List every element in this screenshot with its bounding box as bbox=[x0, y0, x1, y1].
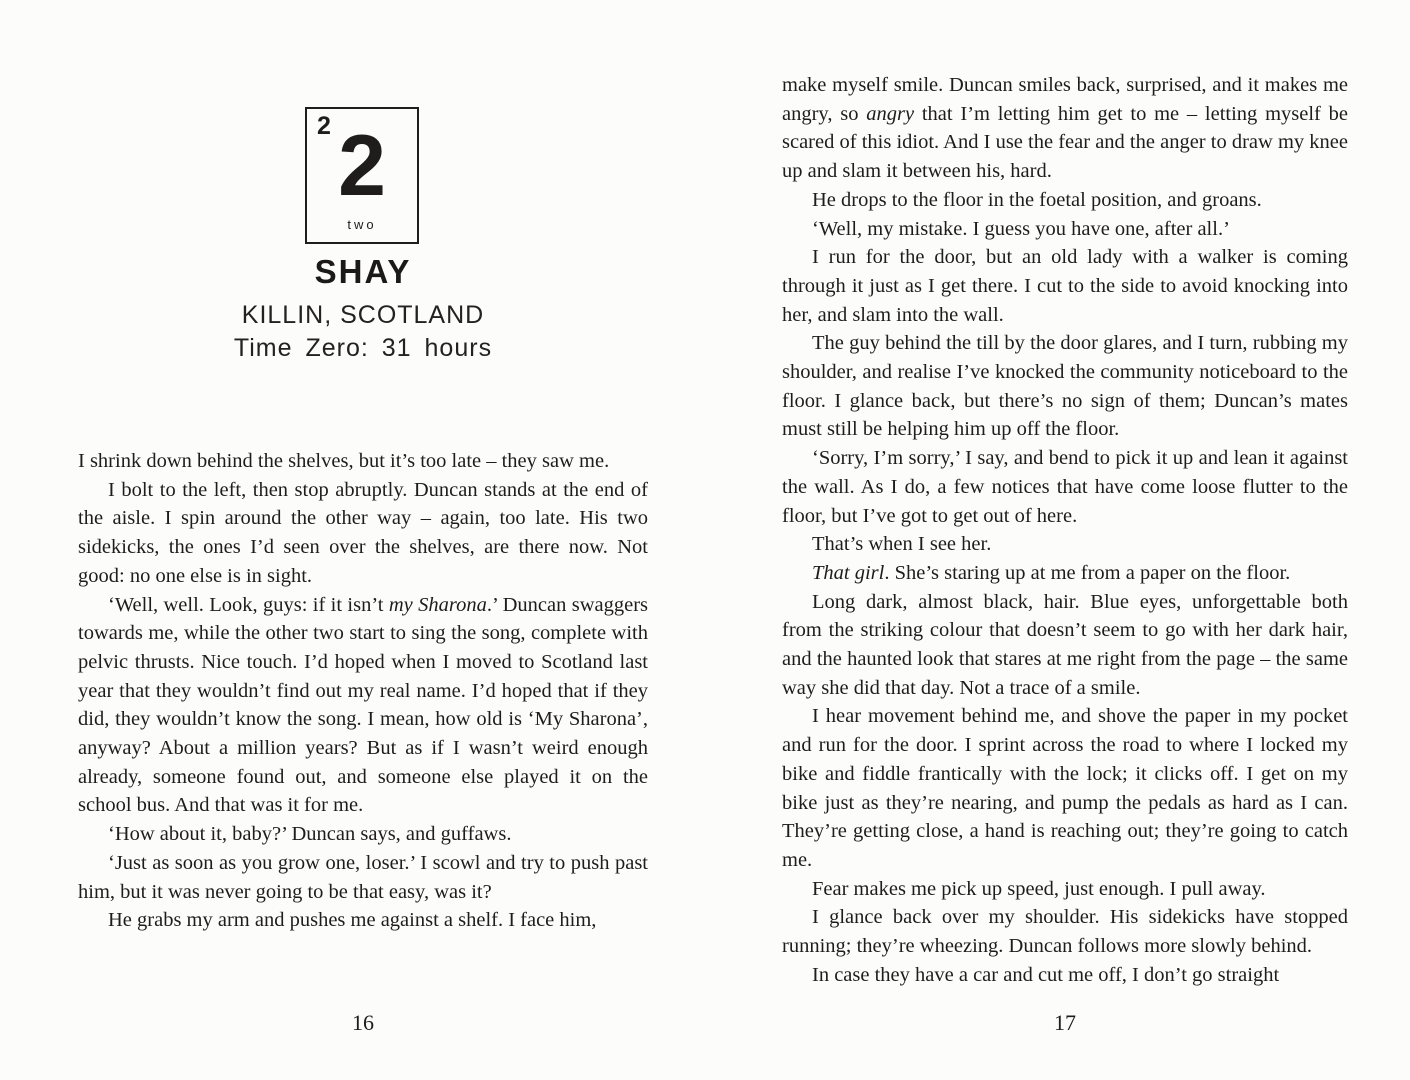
page-number-right: 17 bbox=[1054, 1010, 1076, 1035]
paragraph: The guy behind the till by the door glares, and I turn, rubbing my shoulder, and realise I’ve knocked the community noticeboard to the floor. I glance back, but there’s no sign of them; Duncan’s mates must still be helping him up off the floor. bbox=[782, 332, 1348, 441]
chapter-corner-number: 2 bbox=[317, 112, 331, 140]
chapter-big-number: 2 bbox=[338, 118, 386, 214]
paragraph: He drops to the floor in the foetal position, and groans. bbox=[812, 188, 1262, 211]
page-right-text bbox=[782, 71, 1348, 990]
paragraph: He grabs my arm and pushes me against a shelf. I face him, bbox=[108, 909, 597, 932]
paragraph: make myself smile. Duncan smiles back, surprised, and it makes me angry, so angry that I’m letting him get to me – letting myself be scared of this idiot. And I use the fear and the anger to draw my knee up and slam it between his, hard. bbox=[782, 74, 1348, 183]
paragraph: That’s when I see her. bbox=[812, 533, 992, 556]
paragraph: ‘Just as soon as you grow one, loser.’ I scowl and try to push past him, but it was never going to be that easy, was it? bbox=[78, 851, 648, 903]
paragraph: ‘Well, well. Look, guys: if it isn’t my Sharona.’ Duncan swaggers towards me, while the other two start to sing the song, complete with pelvic thrusts. Nice touch. I’d hoped when I moved to Scotland last year that they wouldn’t find out my real name. I’d hoped that if they did, they wouldn’t know the song. I mean, how old is ‘My Sharona’, anyway? About a million years? But as if I wasn’t weird enough already, someone found out, and someone else played it on the school bus. And that was it for me. bbox=[78, 593, 648, 817]
paragraph: Long dark, almost black, hair. Blue eyes, unforgettable both from the striking colour that doesn’t seem to go with her dark hair, and the haunted look that stares at me right from the page – the same way she did that day. Not a trace of a smile. bbox=[782, 590, 1348, 699]
chapter-time: Time Zero: 31 hours bbox=[233, 334, 493, 362]
chapter-number-box bbox=[305, 107, 419, 244]
paragraph: ‘Well, my mistake. I guess you have one, after all.’ bbox=[812, 217, 1230, 240]
page-number-left: 16 bbox=[352, 1010, 374, 1035]
page-right bbox=[782, 0, 1348, 1080]
paragraph: I shrink down behind the shelves, but it’s too late – they saw me. bbox=[78, 450, 610, 472]
page-left-text bbox=[78, 447, 648, 935]
paragraph: ‘Sorry, I’m sorry,’ I say, and bend to pick it up and lean it against the wall. As I do, a few notices that have come loose flutter to the floor, but I’ve got to get out of here. bbox=[782, 447, 1348, 527]
page-left bbox=[78, 0, 648, 1080]
paragraph: I glance back over my shoulder. His sidekicks have stopped running; they’re wheezing. Duncan follows more slowly behind. bbox=[782, 906, 1348, 958]
paragraph: ‘How about it, baby?’ Duncan says, and guffaws. bbox=[108, 823, 512, 846]
paragraph: I run for the door, but an old lady with a walker is coming through it just as I get there. I cut to the side to avoid knocking into her, and slam into the wall. bbox=[782, 246, 1348, 326]
chapter-title: SHAY bbox=[314, 253, 412, 290]
paragraph: I hear movement behind me, and shove the paper in my pocket and run for the door. I sprint across the road to where I locked my bike and fiddle frantically with the lock; it clicks off. I get on my bike just as they’re nearing, and pump the pedals as hard as I can. They’re getting close, a hand is reaching out; they’re going to catch me. bbox=[782, 705, 1348, 871]
paragraph: I bolt to the left, then stop abruptly. Duncan stands at the end of the aisle. I spin around the other way – again, too late. His two sidekicks, the ones I’d seen over the shelves, are there now. Not good: no one else is in sight. bbox=[78, 478, 648, 587]
paragraph: That girl. She’s staring up at me from a paper on the floor. bbox=[812, 561, 1291, 584]
chapter-location: KILLIN, SCOTLAND bbox=[241, 301, 485, 329]
paragraph: Fear makes me pick up speed, just enough. I pull away. bbox=[812, 877, 1266, 900]
paragraph: In case they have a car and cut me off, I don’t go straight bbox=[812, 963, 1280, 986]
chapter-number-word: two bbox=[347, 217, 377, 232]
